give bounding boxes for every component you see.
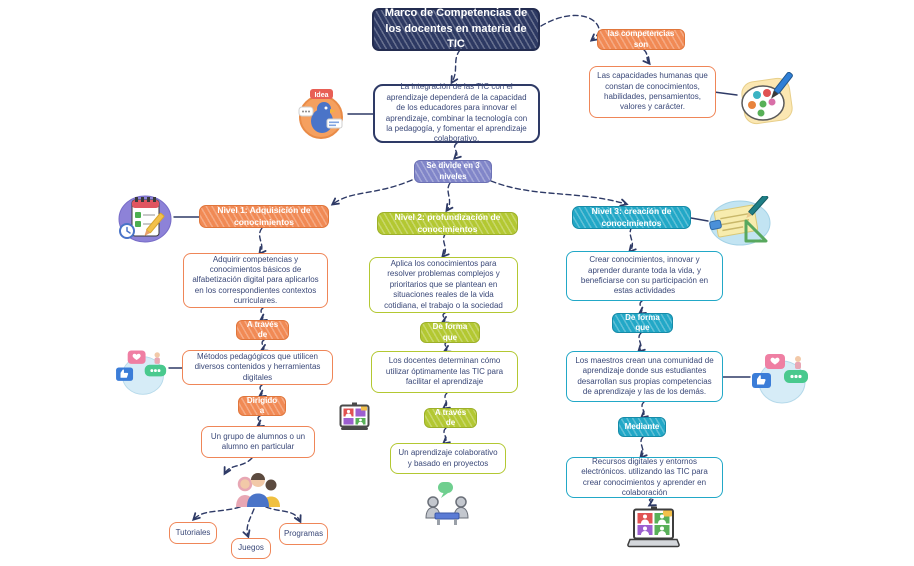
connector-l1-link2-detail2	[258, 416, 260, 426]
level1-child-juegos-node[interactable]: Juegos	[231, 538, 271, 559]
level2-link2-node[interactable]: A través de	[424, 408, 477, 428]
connector-l3-link1-detail1	[639, 333, 641, 351]
connector-title-competencias	[541, 15, 599, 40]
level3-link2-node[interactable]: Mediante	[618, 417, 666, 437]
connector-divide-level2	[447, 183, 450, 210]
connector-l3-detail1-link2	[642, 402, 644, 417]
level2-header-node[interactable]: Nivel 2: profundización de conocimientos	[377, 212, 518, 235]
level1-detail1-node[interactable]: Métodos pedagógicos que utilicen diversos contenidos y herramientas digitales	[182, 350, 333, 385]
level1-child-tutoriales-node[interactable]: Tutoriales	[169, 522, 217, 544]
intro-node[interactable]: La integración de las TIC con el aprendizaje dependerá de la capacidad de los educadores para innovar el aprendizaje, combinar la tecnología con la pedagogía, y fomentar el aprendizaje colaborativo.	[373, 84, 540, 143]
connector-l3-link2-detail2	[641, 437, 643, 457]
connector-divide-level1	[333, 180, 412, 204]
video-grid-screen-icon	[339, 402, 370, 431]
level1-child-programas-node[interactable]: Programas	[279, 523, 328, 545]
paint-palette-icon	[733, 72, 799, 128]
connector-l1-detail1-link2	[260, 385, 262, 396]
connector-title-intro	[452, 50, 460, 82]
level1-header-node[interactable]: Nivel 1: Adquisición de conocimientos	[199, 205, 329, 228]
divide-node[interactable]: Se divide en 3 niveles	[414, 160, 492, 183]
level3-description-node[interactable]: Crear conocimientos, innovar y aprender durante toda la vida, y beneficiarse con su participación en estas actividades	[566, 251, 723, 301]
connector-l3-desc	[630, 227, 632, 251]
competencias-definition-node[interactable]: Las capacidades humanas que constan de conocimientos, habilidades, pensamientos, valores y carácter.	[589, 66, 716, 118]
level2-link1-node[interactable]: De forma que	[420, 322, 480, 343]
level3-header-node[interactable]: Nivel 3: creación de conocimientos	[572, 206, 691, 229]
map-title-node[interactable]: Marco de Competencias de los docentes en materia de TIC	[372, 8, 540, 51]
checklist-icon	[113, 191, 175, 245]
connector-people-tutoriales	[194, 507, 240, 519]
connector-l2-desc-link1	[443, 313, 445, 322]
connector-l1-desc-link1	[261, 308, 263, 320]
conversation-icon	[423, 479, 471, 527]
connector-intro-divide	[455, 143, 457, 158]
connector-l1-desc	[260, 228, 262, 253]
connector-l2-link2-detail2	[444, 428, 446, 443]
level2-detail1-node[interactable]: Los docentes determinan cómo utilizar óptimamente las TIC para facilitar el aprendizaje	[371, 351, 518, 393]
connector-people-juegos	[247, 509, 254, 536]
level3-detail2-node[interactable]: Recursos digitales y entornos electrónicos. utilizando las TIC para crear conocimientos y aprender en colaboración	[566, 457, 723, 498]
competencias-label-node[interactable]: las competencias son	[597, 29, 685, 50]
level1-description-node[interactable]: Adquirir competencias y conocimientos básicos de alfabetización digital para aplicarlos en los correspondientes contextos curriculares.	[183, 253, 328, 308]
connector-people-programas	[266, 507, 300, 521]
level2-description-node[interactable]: Aplica los conocimientos para resolver problemas complejos y prioritarios que se plantean en situaciones reales de la vida cotidiana, el trabajo o la sociedad	[369, 257, 518, 313]
connector-l1-link1-detail1	[262, 340, 264, 350]
idea-mascot-icon	[294, 88, 348, 140]
video-call-laptop-icon	[627, 506, 680, 550]
social-media-icon	[112, 346, 172, 397]
level1-link2-node[interactable]: Dirigido a	[238, 396, 286, 416]
level1-detail2-node[interactable]: Un grupo de alumnos o un alumno en particular	[201, 426, 315, 458]
social-media-icon	[748, 349, 814, 406]
connector-competencias-definition	[644, 50, 649, 63]
students-group-icon	[233, 471, 283, 507]
connector-l2-link1-detail1	[445, 342, 447, 351]
connector-l3-detail2-laptop	[649, 499, 651, 505]
connector-l2-desc	[443, 233, 446, 256]
svg-text:Idea: Idea	[314, 92, 329, 99]
level3-detail1-node[interactable]: Los maestros crean una comunidad de aprendizaje donde sus estudiantes desarrollan sus propias competencias de aprendizaje y las de los demás.	[566, 351, 723, 402]
connector-divide-level3	[491, 181, 626, 204]
connector-l2-detail1-link2	[444, 393, 447, 408]
level3-link1-node[interactable]: De forma que	[612, 313, 673, 333]
connector-l3-desc-link1	[640, 301, 642, 313]
level1-link1-node[interactable]: A través de	[236, 320, 289, 340]
stationery-icon	[704, 196, 777, 247]
level2-detail2-node[interactable]: Un aprendizaje colaborativo y basado en proyectos	[390, 443, 506, 474]
